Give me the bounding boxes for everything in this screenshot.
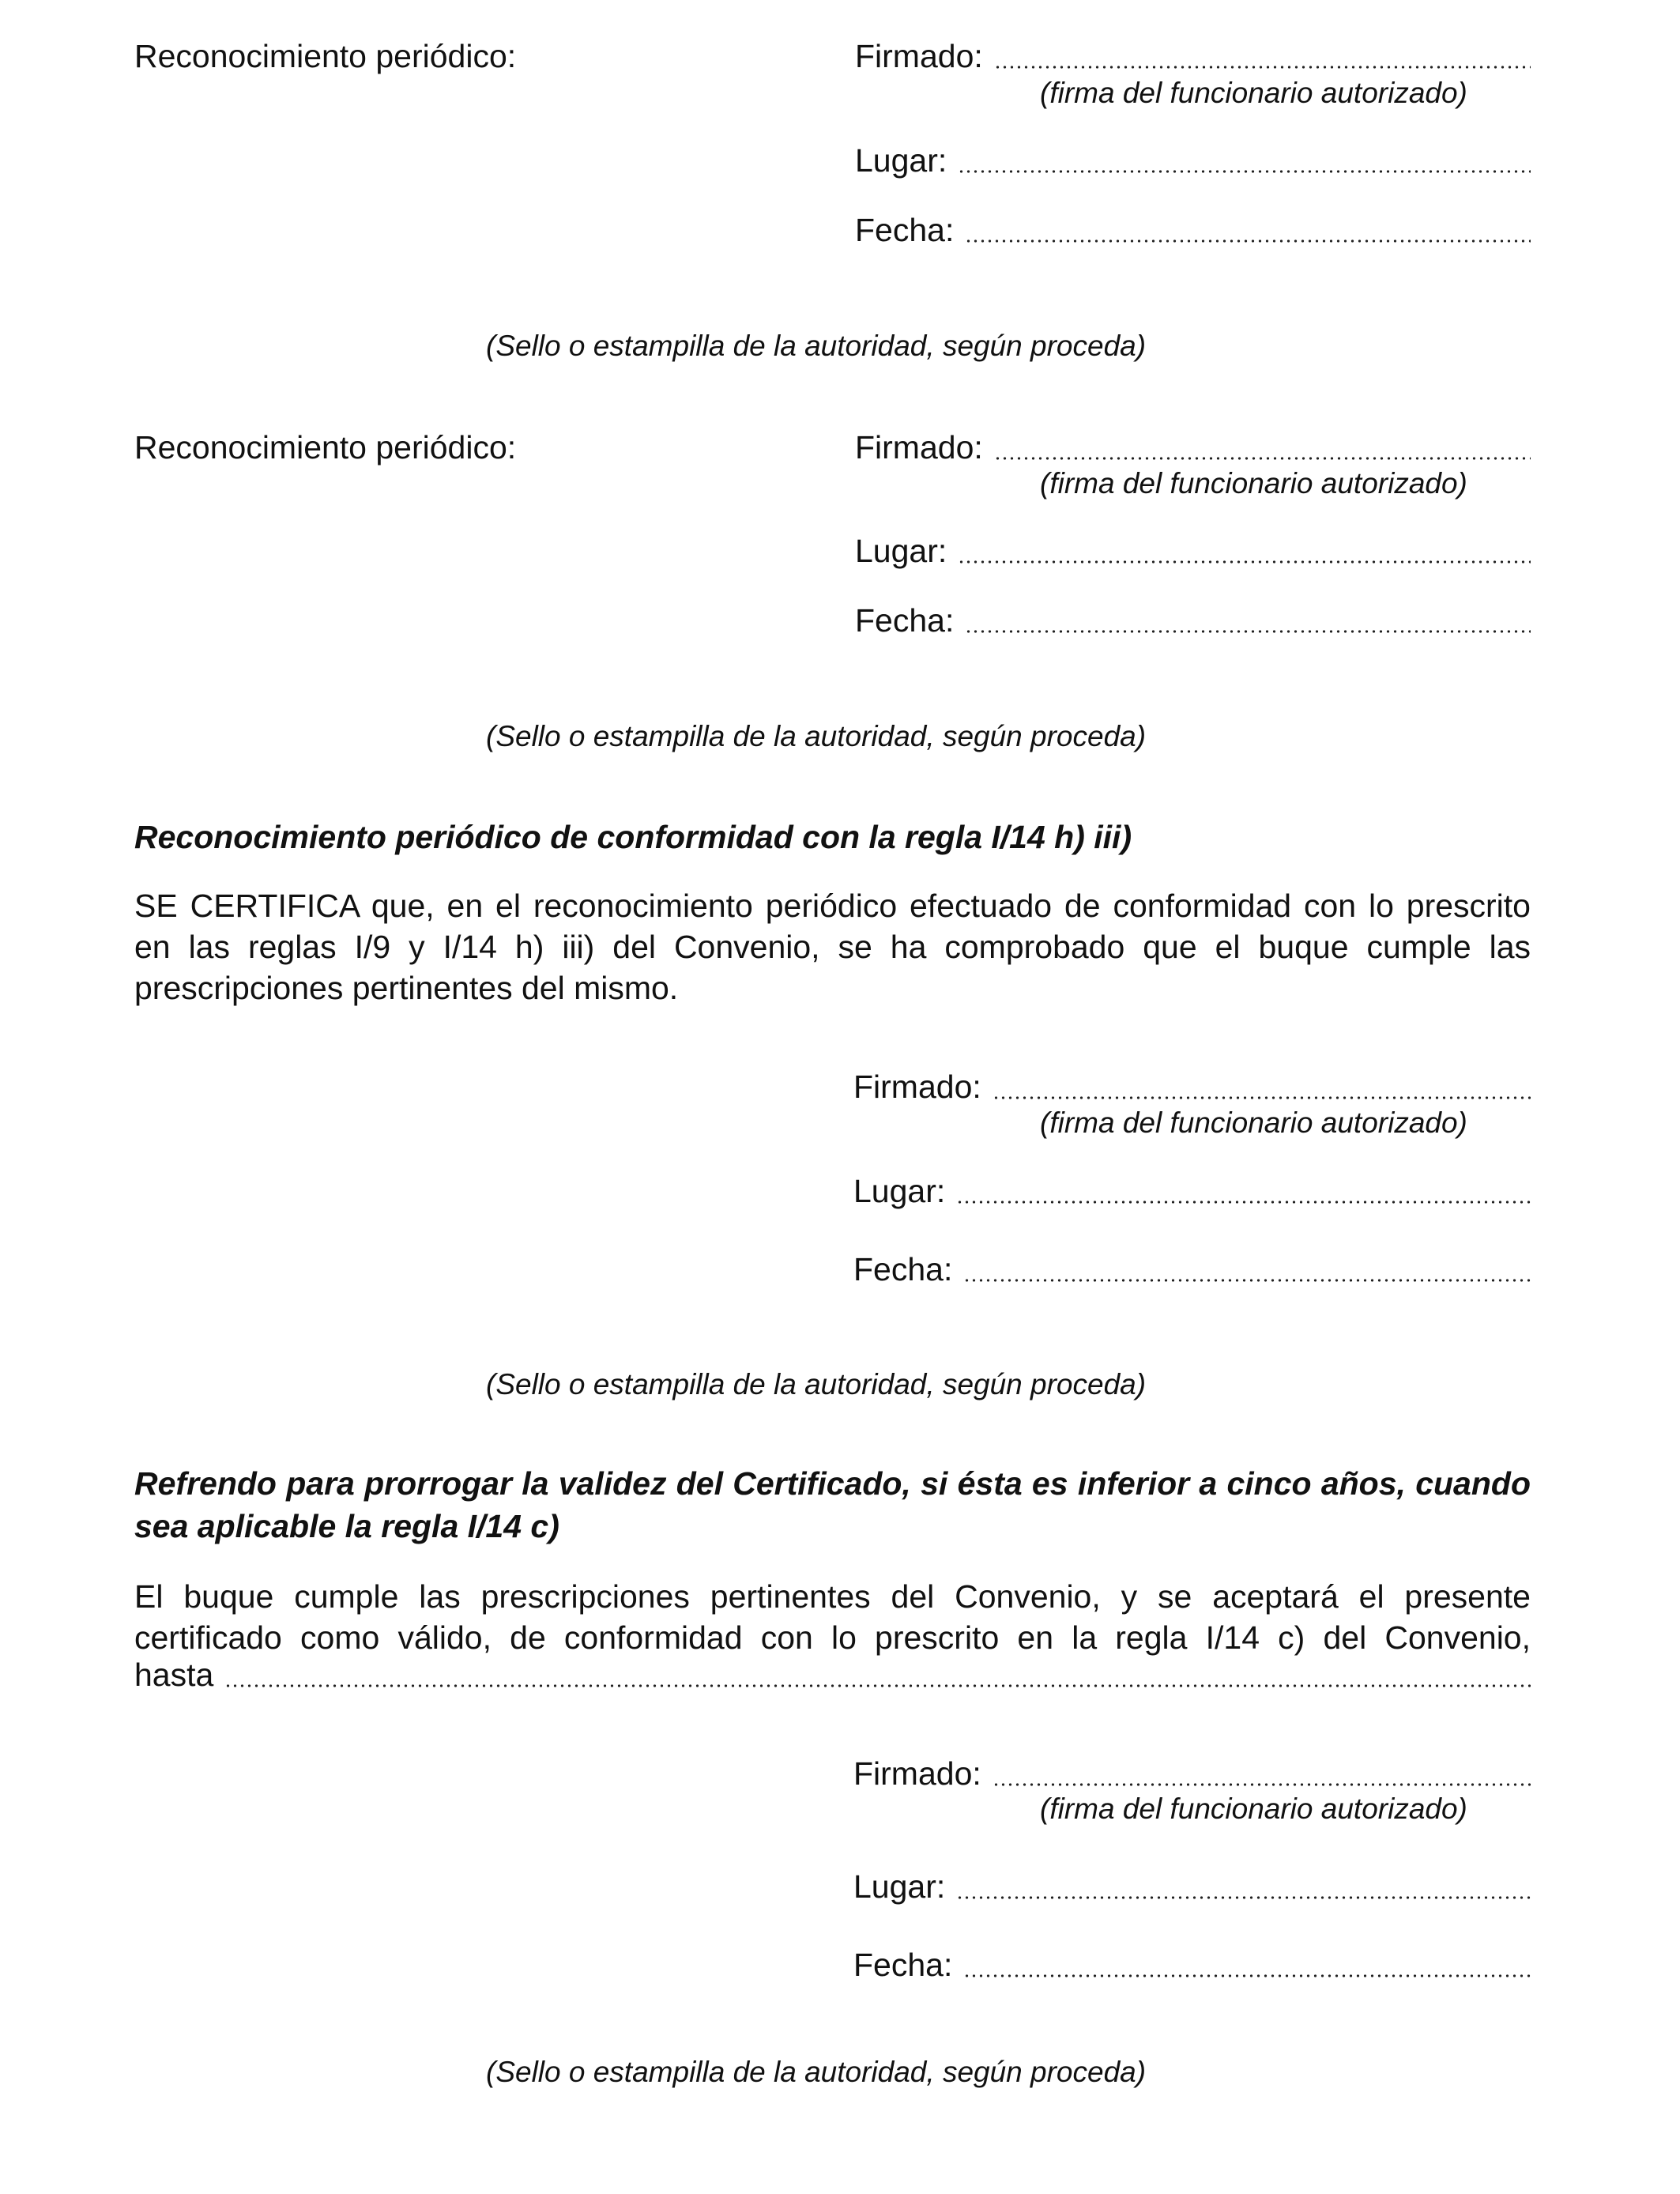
paragraph-line: SE CERTIFICA que, en el reconocimiento periódico efectuado de conformidad con lo prescrito (134, 888, 1531, 924)
heading-line: sea aplicable la regla I/14 c) (134, 1508, 559, 1544)
paragraph-line: prescripciones pertinentes del mismo. (134, 970, 679, 1006)
extension-paragraph (134, 1576, 1531, 1658)
place-line[interactable] (958, 170, 1531, 173)
place-line[interactable] (956, 1896, 1531, 1899)
paragraph-line: en las reglas I/9 y I/14 h) iii) del Convenio, se ha comprobado que el buque cumple las (134, 929, 1531, 965)
date-label: Fecha: (853, 1251, 953, 1287)
place-label: Lugar: (853, 1868, 946, 1905)
block2-place-field[interactable] (855, 533, 1531, 570)
section-heading: Reconocimiento periódico de conformidad con la regla I/14 h) iii) (134, 819, 1132, 855)
block1-date-field[interactable] (855, 212, 1531, 249)
seal-note: (Sello o estampilla de la autoridad, según proceda) (486, 1368, 1147, 1400)
place-label: Lugar: (855, 142, 947, 179)
place-line[interactable] (958, 560, 1531, 564)
date-line[interactable] (965, 630, 1531, 633)
block1-left-label: Reconocimiento periódico: (134, 38, 517, 74)
block3-date-field[interactable] (853, 1251, 1531, 1288)
block4-signed-field[interactable] (853, 1755, 1531, 1793)
certification-paragraph (134, 885, 1531, 1008)
block3-place-field[interactable] (853, 1173, 1531, 1210)
signed-label: Firmado: (855, 429, 983, 466)
until-label: hasta (134, 1657, 214, 1693)
paragraph-line: El buque cumple las prescripciones pertinentes del Convenio, y se aceptará el presente (134, 1578, 1531, 1615)
seal-note: (Sello o estampilla de la autoridad, según proceda) (486, 330, 1147, 362)
place-label: Lugar: (855, 533, 947, 569)
block1-place-field[interactable] (855, 142, 1531, 179)
block2-date-field[interactable] (855, 602, 1531, 639)
block1-signed-field[interactable] (855, 38, 1531, 75)
block3-signed-field[interactable] (853, 1069, 1531, 1106)
signature-line[interactable] (994, 457, 1531, 460)
until-date-field[interactable] (134, 1657, 1531, 1694)
block4-place-field[interactable] (853, 1868, 1531, 1906)
signature-note: (firma del funcionario autorizado) (1040, 467, 1467, 499)
signed-label: Firmado: (853, 1755, 981, 1792)
until-date-line[interactable] (224, 1684, 1531, 1687)
signature-note: (firma del funcionario autorizado) (1040, 1793, 1467, 1825)
paragraph-line: certificado como válido, de conformidad con lo prescrito en la regla I/14 c) del Convenio, (134, 1619, 1531, 1656)
heading-line: Refrendo para prorrogar la validez del Certificado, si ésta es inferior a cinco años, cuando (134, 1465, 1531, 1502)
signature-note: (firma del funcionario autorizado) (1040, 77, 1467, 109)
date-line[interactable] (963, 1279, 1531, 1282)
signature-note: (firma del funcionario autorizado) (1040, 1106, 1467, 1139)
date-label: Fecha: (853, 1947, 953, 1983)
section-heading (134, 1462, 1531, 1547)
seal-note: (Sello o estampilla de la autoridad, según proceda) (486, 2056, 1147, 2088)
date-line[interactable] (963, 1974, 1531, 1977)
date-label: Fecha: (855, 212, 955, 248)
date-line[interactable] (965, 239, 1531, 243)
place-label: Lugar: (853, 1173, 946, 1209)
signature-line[interactable] (993, 1096, 1531, 1099)
signature-line[interactable] (994, 66, 1531, 69)
block2-signed-field[interactable] (855, 429, 1531, 466)
block2-left-label: Reconocimiento periódico: (134, 429, 517, 466)
signed-label: Firmado: (855, 38, 983, 74)
date-label: Fecha: (855, 602, 955, 639)
place-line[interactable] (956, 1201, 1531, 1204)
signature-line[interactable] (993, 1783, 1531, 1786)
signed-label: Firmado: (853, 1069, 981, 1105)
seal-note: (Sello o estampilla de la autoridad, según proceda) (486, 720, 1147, 752)
block4-date-field[interactable] (853, 1947, 1531, 1984)
